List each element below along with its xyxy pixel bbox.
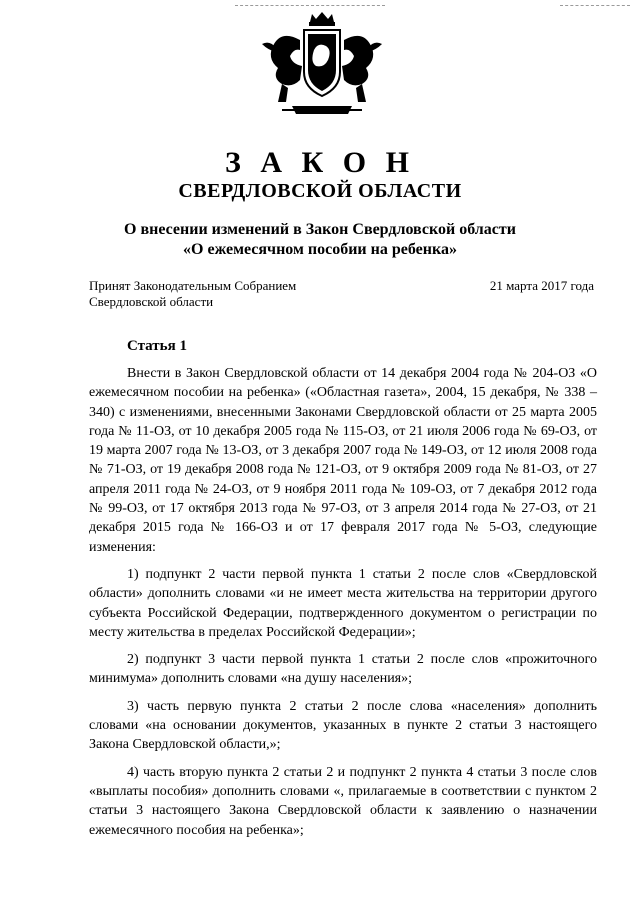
adopted-line: Принят Законодательным Собранием xyxy=(89,278,297,293)
article-heading: Статья 1 xyxy=(127,338,187,354)
scan-edge-line xyxy=(560,5,630,6)
article-item: 3) часть первую пункта 2 статьи 2 после слова «населения» дополнить словами «на основании документов, указанных в пункте 2 статьи 3 настоящего Закона Свердловской области,»; xyxy=(89,698,597,753)
adopted-line: Свердловской области xyxy=(89,294,214,309)
adoption-date: 21 марта 2017 года xyxy=(489,278,594,293)
article-intro-paragraph: Внести в Закон Свердловской области от 14 декабря 2004 года № 204-ОЗ «О ежемесячном пособии на ребенка» («Областная газета», 2004, 15 декабря, № 338 – 340) с изменениями, внесенными Законами Свердловской области от 25 марта 2005 года № 11-ОЗ, от 10 декабря 2005 года № 115-ОЗ, от 21 июля 2006 года № 69-ОЗ, от 19 марта 2007 года № 13-ОЗ, от 3 декабря 2007 года № 149-ОЗ, от 12 июля 2008 года № 71-ОЗ, от 19 декабря 2008 года № 121-ОЗ, от 9 октября 2009 года № 81-ОЗ, от 27 апреля 2011 года № 24-ОЗ, от 9 ноября 2011 года № 109-ОЗ, от 7 декабря 2012 года № 99-ОЗ, от 17 октября 2013 года № 97-ОЗ, от 3 апреля 2014 года № 27-ОЗ, от 21 декабря 2015 года № 166-ОЗ и от 17 февраля 2017 года № 5-ОЗ, следующие изменения: xyxy=(89,366,597,555)
subject-line: О внесении изменений в Закон Свердловской области xyxy=(124,221,516,238)
coat-of-arms-icon xyxy=(252,10,392,120)
article-item: 2) подпункт 3 части первой пункта 1 статьи 2 после слов «прожиточного минимума» дополнить словами «на душу населения»; xyxy=(89,652,597,687)
article-body xyxy=(89,364,597,840)
law-subject xyxy=(0,220,640,260)
law-title: З А К О Н xyxy=(225,146,415,179)
scan-edge-line xyxy=(235,5,385,6)
region-title: СВЕРДЛОВСКОЙ ОБЛАСТИ xyxy=(178,180,462,202)
article-item: 4) часть вторую пункта 2 статьи 2 и подпункт 2 пункта 4 статьи 3 после слов «выплаты пособия» дополнить словами «, прилагаемые в соответствии с пунктом 2 статьи 3 настоящего Закона Свердловской области к заявлению о назначении ежемесячного пособия на ребенка»; xyxy=(89,764,597,838)
subject-line: «О ежемесячном пособии на ребенка» xyxy=(183,241,457,258)
article-item: 1) подпункт 2 части первой пункта 1 статьи 2 после слов «Свердловской области» дополнить словами «и не имеет места жительства на территории другого субъекта Российской Федерации, подтвержденного документом о регистрации по месту жительства в пределах Российской Федерации»; xyxy=(89,566,597,640)
adopted-by xyxy=(89,278,296,310)
